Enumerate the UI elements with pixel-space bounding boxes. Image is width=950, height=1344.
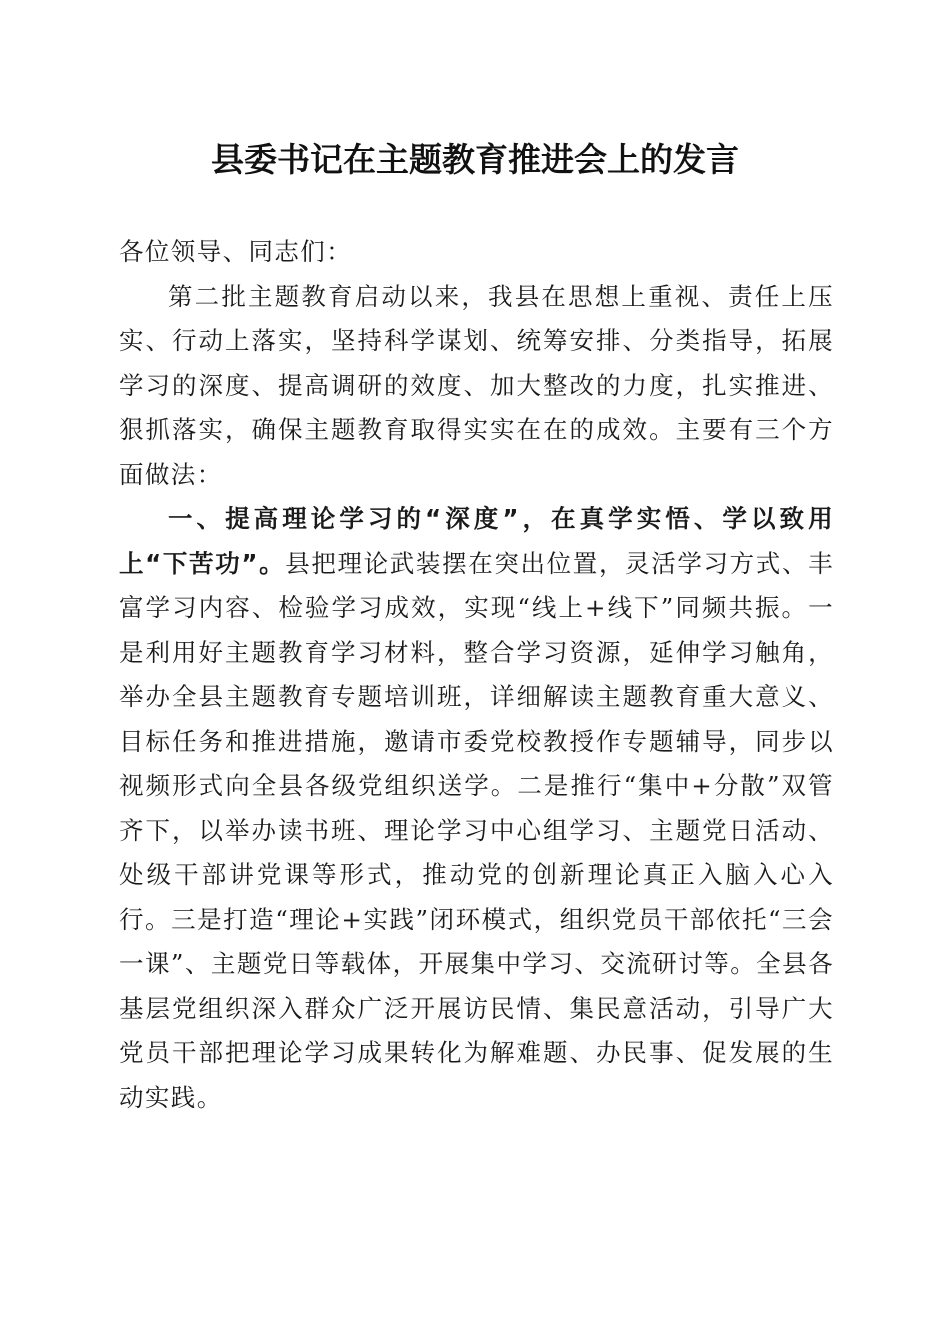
document-body	[119, 230, 834, 1120]
document-title: 县委书记在主题教育推进会上的发言	[211, 140, 739, 179]
section-one-heading: 一、提高理论学习的“深度”，在真学实悟、学以致用上“下苦功”。	[119, 504, 834, 578]
section-one-paragraph	[119, 497, 834, 1120]
salutation: 各位领导、同志们：	[119, 237, 353, 266]
section-one-text: 县把理论武装摆在突出位置，灵活学习方式、丰富学习内容、检验学习成效，实现“线上+线下”同频共振。一是利用好主题教育学习材料，整合学习资源，延伸学习触角，举办全县主题教育专题培训班，详细解读主题教育重大意义、目标任务和推进措施，邀请市委党校教授作专题辅导，同步以视频形式向全县各级党组织送学。二是推行“集中+分散”双管齐下，以举办读书班、理论学习中心组学习、主题党日活动、处级干部讲党课等形式，推动党的创新理论真正入脑入心入行。三是打造“理论+实践”闭环模式，组织党员干部依托“三会一课”、主题党日等载体，开展集中学习、交流研讨等。全县各基层党组织深入群众广泛开展访民情、集民意活动，引导广大党员干部把理论学习成果转化为解难题、办民事、促发展的生动实践。	[119, 548, 834, 1112]
intro-paragraph: 第二批主题教育启动以来，我县在思想上重视、责任上压实、行动上落实，坚持科学谋划、统筹安排、分类指导，拓展学习的深度、提高调研的效度、加大整改的力度，扎实推进、狠抓落实，确保主题教育取得实实在在的成效。主要有三个方面做法：	[119, 281, 834, 489]
